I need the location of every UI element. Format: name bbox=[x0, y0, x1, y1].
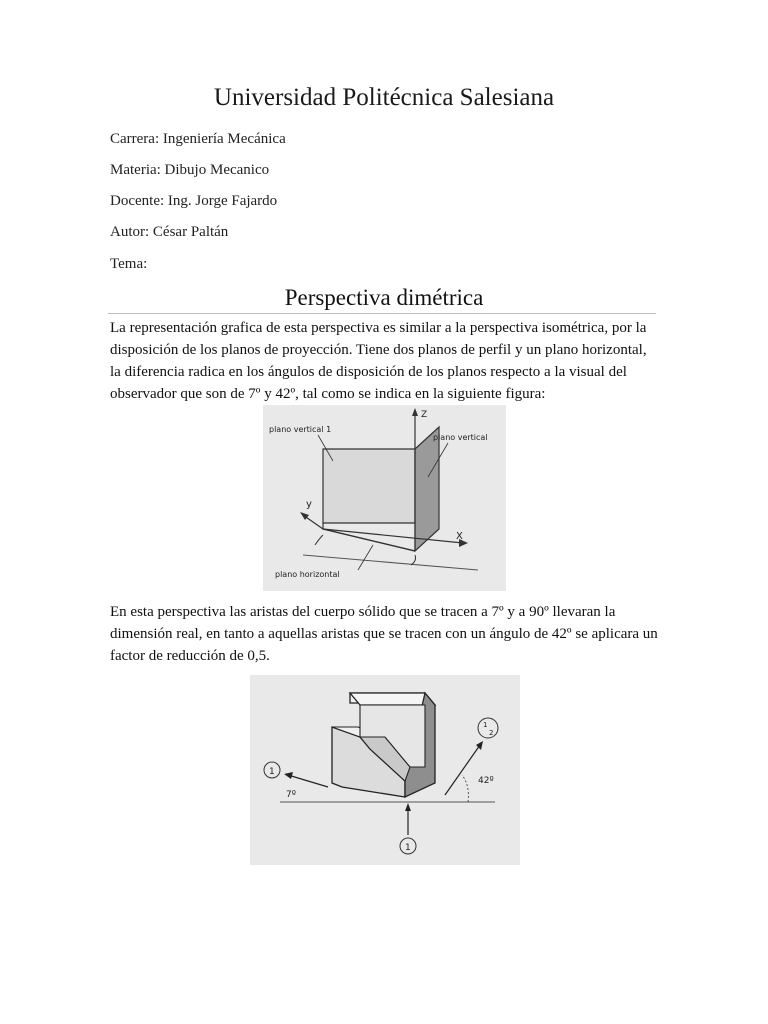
axis-y-label: y bbox=[306, 499, 312, 510]
axis-x-label: X bbox=[456, 531, 463, 542]
meta-carrera: Carrera: Ingeniería Mecánica bbox=[110, 131, 286, 147]
scale-right-denominator: 2 bbox=[489, 729, 494, 737]
meta-tema: Tema: bbox=[110, 256, 148, 272]
meta-materia: Materia: Dibujo Mecanico bbox=[110, 162, 270, 178]
paragraph-reduction: En esta perspectiva las aristas del cuerpo sólido que se tracen a 7º y a 90º llevaran la dimensión real, en tanto a aquellas aristas que se tracen con un ángulo de 42º se aplicara un factor de reducción de 0,5. bbox=[110, 604, 658, 664]
scale-right-numerator: 1 bbox=[483, 721, 488, 729]
scale-left-label: 1 bbox=[269, 767, 275, 777]
page-title: Universidad Politécnica Salesiana bbox=[213, 84, 555, 111]
angle-left-label: 7º bbox=[286, 790, 296, 800]
figure-planes-diagram bbox=[263, 405, 506, 591]
meta-autor: Autor: César Paltán bbox=[110, 224, 229, 240]
axis-z-label: Z bbox=[421, 410, 428, 420]
scale-bottom-label: 1 bbox=[405, 843, 411, 853]
section-divider bbox=[108, 313, 656, 314]
label-plano-vertical-1: plano vertical 1 bbox=[269, 425, 332, 434]
section-title: Perspectiva dimétrica bbox=[284, 285, 484, 310]
label-plano-vertical: plano vertical bbox=[433, 433, 488, 442]
figure-solid-body bbox=[250, 675, 520, 865]
paragraph-intro: La representación grafica de esta perspectiva es similar a la perspectiva isométrica, por la disposición de los planos de proyección. Tiene dos planos de perfil y un plano horizontal, la diferencia radica en los ángulos de disposición de los planos respecto a la visual del observador que son de 7º y 42º, tal como se indica en la siguiente figura: bbox=[110, 320, 647, 402]
meta-docente: Docente: Ing. Jorge Fajardo bbox=[110, 193, 278, 209]
angle-right-label: 42º bbox=[478, 776, 494, 786]
label-plano-horizontal: plano horizontal bbox=[275, 570, 340, 579]
